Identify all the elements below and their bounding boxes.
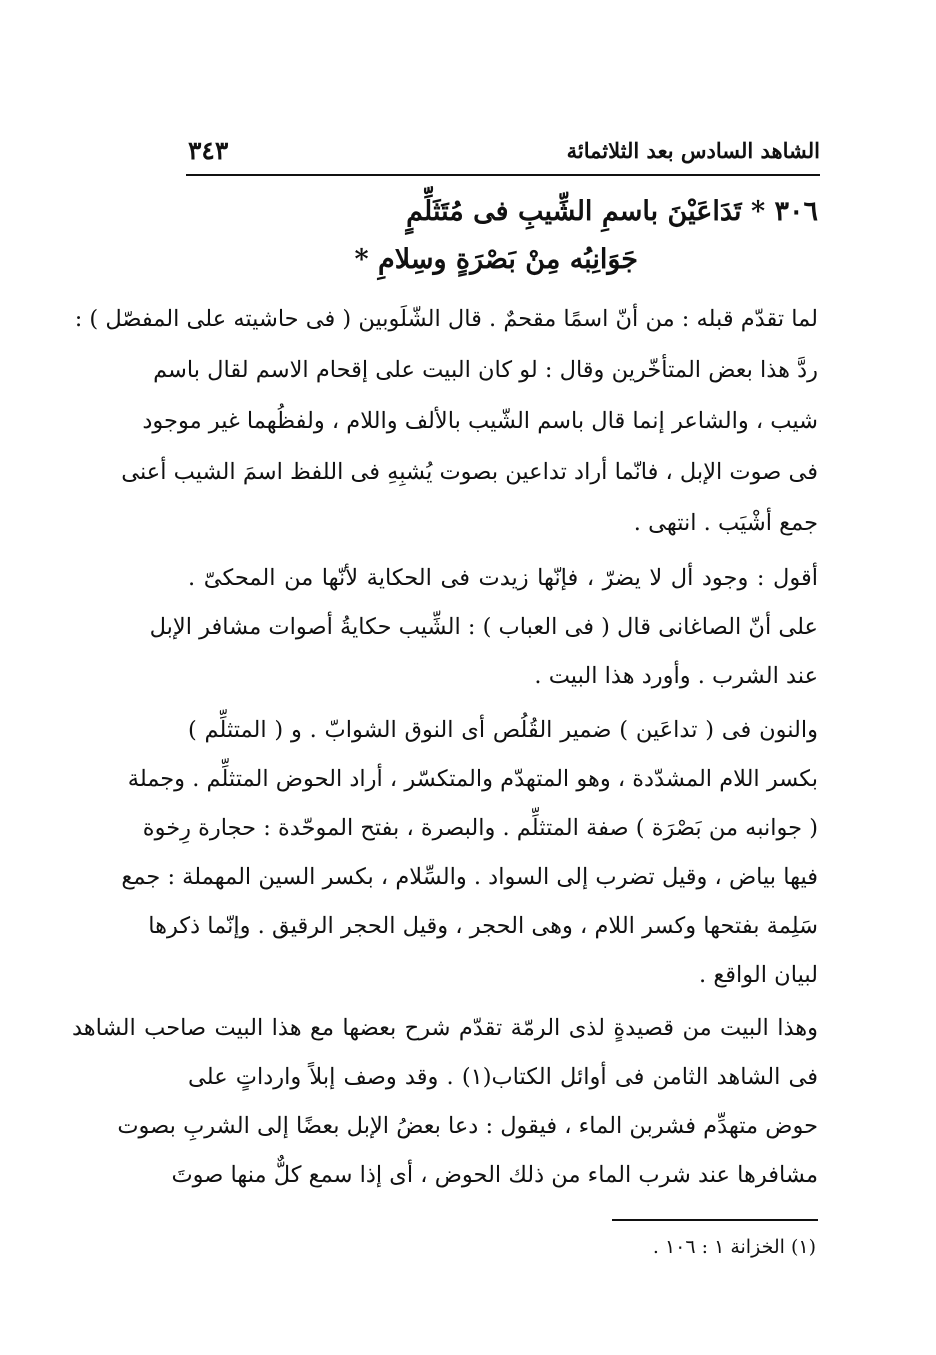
page-header — [188, 128, 820, 172]
text-line: لبيان الواقع . — [699, 962, 818, 988]
text-line: على أنّ الصاغانى قال ( فى العباب ) : الشِّيب حكايةُ أصوات مشافر الإبل — [149, 614, 818, 640]
text-line: أقول : وجود أل لا يضرّ ، فإنّها زيدت فى الحكاية لأنّها من المحكىّ . — [188, 565, 818, 591]
text-line: فيها بياض ، وقيل تضرب إلى السواد . والسِّلام ، بكسر السين المهملة : جمع — [121, 864, 818, 890]
text-line: سَلِمة بفتحها وكسر اللام ، وهى الحجر ، وقيل الحجر الرقيق . وإنّما ذكرها — [148, 913, 818, 939]
verse-line-1: ٣٠٦ * تَدَاعَيْنَ باسمِ الشِّيبِ فى مُتَثَلِّمٍ — [406, 196, 818, 227]
text-line: ( جوانبه من بَصْرَة ) صفة المتثلِّم . والبصرة ، بفتح الموحّدة : حجارة رِخوة — [142, 815, 818, 841]
text-line: حوض متهدِّم فشربن الماء ، فيقول : دعا بعضُ الإبل بعضًا إلى الشربِ بصوت — [117, 1113, 818, 1139]
verse-line-2: جَوَانِبُه مِنْ بَصْرَةٍ وسِلامِ * — [354, 244, 638, 275]
text-line: بكسر اللام المشدّدة ، وهو المتهدّم والمتكسّر ، أراد الحوض المتثلِّم . وجملة — [127, 766, 818, 792]
text-line: شيب ، والشاعر إنما قال باسم الشّيب بالألف واللام ، ولفظُهما غير موجود — [142, 408, 818, 434]
text-line: والنون فى ( تداعَين ) ضمير القُلُص أى النوق الشوابّ . و ( المتثلِّم ) — [188, 717, 818, 743]
text-line: عند الشرب . وأورد هذا البيت . — [534, 663, 818, 689]
text-line: مشافرها عند شرب الماء من ذلك الحوض ، أى إذا سمع كلٌّ منها صوتَ — [171, 1162, 818, 1188]
text-line: فى الشاهد الثامن فى أوائل الكتاب(١) . وقد وصف إبلاً وارداتٍ على — [188, 1064, 818, 1090]
page-number: ٣٤٣ — [188, 135, 229, 165]
text-line: لما تقدّم قبله : من أنّ اسمًا مقحمٌ . قال الشّلَوبين ( فى حاشيته على المفصّل ) : — [74, 306, 818, 332]
text-line: فى صوت الإبل ، فانّما أراد تداعين بصوت يُشبِهِ فى اللفظ اسمَ الشيب أعنى — [121, 459, 818, 485]
text-line: جمع أشْيَب . انتهى . — [633, 510, 818, 536]
text-line: وهذا البيت من قصيدةٍ لذى الرمّة تقدّم شرح بعضها مع هذا البيت صاحب الشاهد — [72, 1015, 818, 1041]
footnote: (١) الخزانة ١ : ١٠٦ . — [652, 1236, 816, 1258]
text-line: ردَّ هذا بعض المتأخّرين وقال : لو كان البيت على إقحام الاسم لقال باسم — [153, 357, 818, 383]
footnote-rule — [612, 1219, 818, 1221]
header-rule — [186, 174, 820, 176]
running-title: الشاهد السادس بعد الثلاثمائة — [566, 137, 820, 163]
